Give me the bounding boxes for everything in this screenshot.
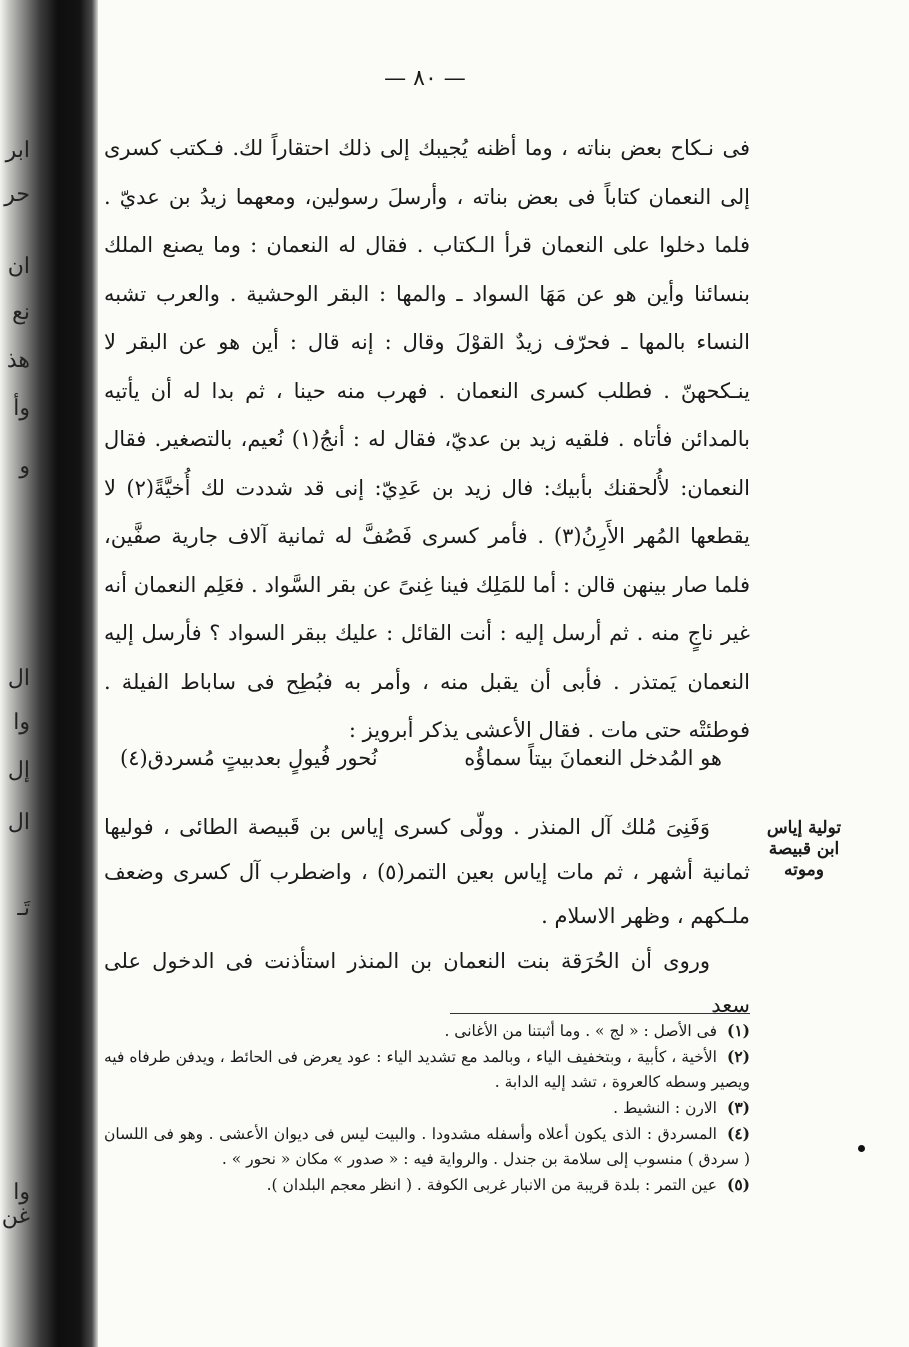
poem-verse: [120, 734, 750, 782]
bleed-fragment: ان: [7, 254, 30, 279]
bleed-fragment: و: [19, 454, 30, 479]
verse-hemistich-first: هو المُدخل النعمانَ بيتاً سماؤُه: [464, 746, 722, 770]
footnote-text: فى الأصل : « لج » . وما أثبتنا من الأغانى .: [444, 1022, 717, 1040]
bleed-fragment: نع: [12, 300, 30, 325]
footnote-text: عين التمر : بلدة قريبة من الانبار غربى الكوفة . ( انظر معجم البلدان ).: [266, 1176, 717, 1194]
bleed-fragment: حر: [4, 182, 30, 207]
footnote-text: المسردق : الذى يكون أعلاه وأسفله مشدودا . والبيت ليس فى ديوان الأعشى . وهو فى اللسان ( سردق ) منسوب إلى سلامة بن جندل . والرواية فيه : « صدور » مكان « نحور » .: [104, 1125, 750, 1168]
margin-dot: [858, 1145, 865, 1152]
bleed-fragment: وا: [13, 710, 30, 735]
bleed-fragment: ابر: [5, 138, 30, 163]
footnote-item: [104, 1121, 750, 1172]
bleed-fragment: وأ: [13, 396, 30, 421]
main-paragraph: فى نـكاح بعض بناته ، وما أظنه يُجيبك إلى ذلك احتقاراً لك. فـكتب كسرى إلى النعمان كتاباً فى بعض بناته ، وأرسلَ رسولين، ومعهما زيدُ بن عديّ . فلما دخلوا على النعمان قرأ الـكتاب . فقال له النعمان : وما يصنع الملك بنسائنا وأين هو عن مَهَا السواد ـ والمها : البقر الوحشية . والعرب تشبه النساء بالمها ـ فحرّف زيدٌ القوْلَ وقال : إنه قال : أين هو عن البقر لا ينـكحهنّ . فطلب كسرى النعمان . فهرب منه حينا ، ثم بدا له أن يأتيه بالمدائن فأتاه . فلقيه زيد بن عديّ، فقال له : أنجُ(١) نُعيم، بالتصغير. فقال النعمان: لأُلحقنك بأبيك: فال زيد بن عَدِيّ: إنى قد شددت لك أُخيَّةً(٢) لا يقطعها المُهر الأَرِنُ(٣) . فأمر كسرى فَصُفَّ له ثمانية آلاف جارية صفَّين، فلما صار بينهن قالن : أما للمَلِك فينا غِنىً عن بقر السَّواد . فعَلِم النعمان أنه غير ناجٍ منه . ثم أرسل إليه : أنت القائل : عليك ببقر السواد ؟ فأرسل إليه النعمان يَمتذر . فأبى أن يقبل منه ، وأمر به فبُطِح فى ساباط الفيلة . فوطئتْه حتى مات . فقال الأعشى يذكر أبرويز :: [104, 136, 750, 742]
main-text-block: [104, 124, 750, 755]
margin-heading: تولية إياس ابن قبيصة وموته: [766, 818, 842, 880]
footnote-text: الأخية ، كأبية ، وبتخفيف الياء ، وبالمد مع تشديد الياء : عود يعرض فى الحائط ، ويدفن طرفاه فيه ويصير وسطه كالعروة ، تشد إليه الدابة .: [104, 1048, 750, 1091]
bleed-fragment: تَـ: [17, 896, 30, 921]
footnote-text: الارن : النشيط .: [613, 1099, 717, 1117]
footnote-number: (٣): [726, 1098, 750, 1117]
bleed-fragment: ال: [7, 810, 30, 835]
footnote-item: [104, 1172, 750, 1198]
footnote-item: [104, 1044, 750, 1095]
footnote-number: (٥): [726, 1175, 750, 1194]
paragraph-huraqa: وروى أن الحُرَقة بنت النعمان بن المنذر استأذنت فى الدخول على سعد: [104, 948, 750, 1017]
footnote-number: (٤): [726, 1124, 750, 1143]
footnote-number: (١): [726, 1021, 750, 1040]
bleed-fragment: غن: [1, 1204, 30, 1229]
second-text-block: [104, 805, 750, 1028]
bleed-fragment: إل: [7, 758, 30, 783]
footnotes-list: [104, 1018, 750, 1198]
bleed-fragment: وا: [13, 1180, 30, 1205]
verse-hemistich-second: نُحور فُيولٍ بعدبيتٍ مُسردق(٤): [120, 746, 378, 770]
footnote-item: [104, 1018, 750, 1044]
page-number: — ٨٠ —: [384, 66, 466, 91]
footnote-separator: [450, 1013, 750, 1014]
footnote-item: [104, 1095, 750, 1121]
bleed-fragment: هذ: [6, 348, 30, 373]
footnote-number: (٢): [726, 1047, 750, 1066]
bleed-fragment: ال: [7, 666, 30, 691]
paragraph-iyas: وَفَنِىَ مُلك آل المنذر . وولّى كسرى إياس بن قَبيصة الطائى ، فوليها ثمانية أشهر ، ثم مات إياس بعين التمر(٥) ، واضطرب آل كسرى وضعف ملـكهم ، وظهر الاسلام .: [104, 815, 751, 928]
